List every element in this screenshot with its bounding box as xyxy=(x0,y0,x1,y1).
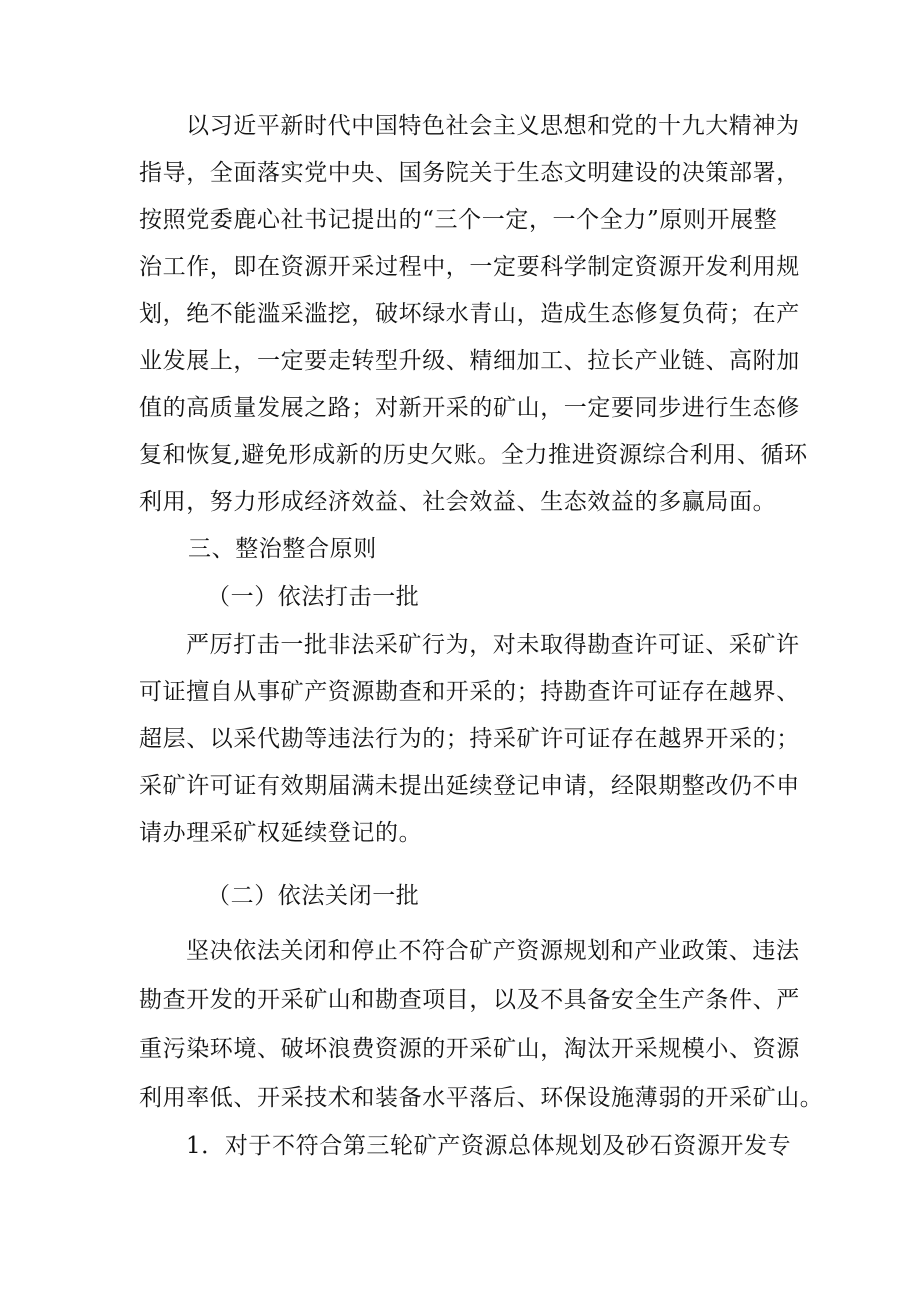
paragraph-line: 请办理采矿权延续登记的。 xyxy=(139,820,423,846)
paragraph-line: 值的高质量发展之路；对新开采的矿山，一定要同步进行生态修 xyxy=(139,395,800,421)
paragraph-line: 治工作，即在资源开采过程中，一定要科学制定资源开发利用规 xyxy=(139,254,800,280)
subsection-heading: （二）依法关闭一批 xyxy=(207,883,420,909)
paragraph-line: 按照党委鹿心社书记提出的“三个一定，一个全力”原则开展整 xyxy=(139,207,778,233)
paragraph-line: 超层、以采代勘等违法行为的；持采矿许可证存在越界开采的； xyxy=(139,726,800,752)
paragraph-line: 重污染环境、破坏浪费资源的开采矿山，淘汰开采规模小、资源 xyxy=(139,1036,800,1062)
paragraph-line: 复和恢复,避免形成新的历史欠账。全力推进资源综合利用、循环 xyxy=(139,442,808,468)
numbered-item: 1．对于不符合第三轮矿产资源总体规划及砂石资源开发专 xyxy=(186,1133,792,1159)
paragraph-line: 业发展上，一定要走转型升级、精细加工、拉长产业链、高附加 xyxy=(139,348,800,374)
paragraph-line: 严厉打击一批非法采矿行为，对未取得勘查许可证、采矿许 xyxy=(186,632,800,658)
paragraph-line: 利用率低、开采技术和装备水平落后、环保设施薄弱的开采矿山。 xyxy=(139,1085,824,1111)
paragraph-line: 利用，努力形成经济效益、社会效益、生态效益的多赢局面。 xyxy=(139,489,777,515)
paragraph-line: 勘查开发的开采矿山和勘查项目，以及不具备安全生产条件、严 xyxy=(139,987,800,1013)
paragraph-line: 可证擅自从事矿产资源勘查和开采的；持勘查许可证存在越界、 xyxy=(139,679,800,705)
section-heading: 三、整治整合原则 xyxy=(188,536,377,562)
paragraph-line: 指导，全面落实党中央、国务院关于生态文明建设的决策部署， xyxy=(139,160,800,186)
paragraph-line: 以习近平新时代中国特色社会主义思想和党的十九大精神为 xyxy=(186,113,800,139)
paragraph-line: 坚决依法关闭和停止不符合矿产资源规划和产业政策、违法 xyxy=(186,938,800,964)
subsection-heading: （一）依法打击一批 xyxy=(207,584,420,610)
paragraph-line: 划，绝不能滥采滥挖，破坏绿水青山，造成生态修复负荷；在产 xyxy=(139,301,800,327)
paragraph-line: 采矿许可证有效期届满未提出延续登记申请，经限期整改仍不申 xyxy=(139,773,800,799)
